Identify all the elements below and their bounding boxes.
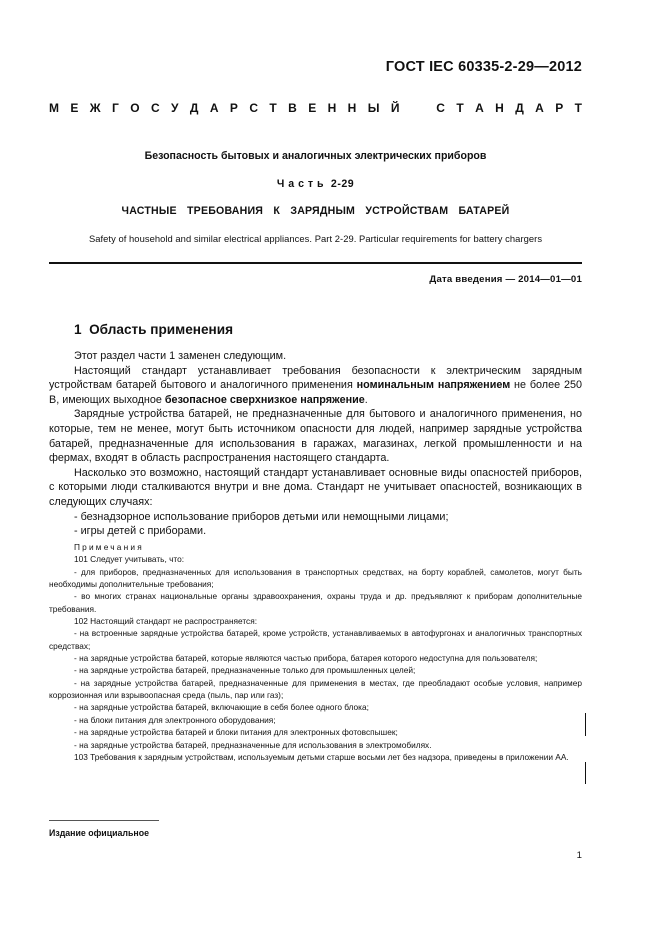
list-item: - безнадзорное использование приборов детьми или немощными лицами; [74, 510, 449, 523]
banner-letter: С [249, 101, 258, 115]
banner-letter: Г [112, 101, 119, 115]
note-item: - на зарядные устройства батарей, предназначенные только для промышленных целей; [74, 665, 416, 676]
banner-letter: А [475, 101, 484, 115]
banner-letter: Н [347, 101, 357, 115]
paragraph: Этот раздел части 1 заменен следующим. [74, 350, 287, 362]
section-heading: 1 Область применения [74, 322, 234, 337]
note-item: - на зарядные устройства батарей, которые являются частью прибора, батарея которого недоступна для пользователя; [74, 653, 538, 664]
banner-letter: Т [574, 101, 582, 115]
paragraph-text: не более 250 В, имеющих выходное [49, 379, 582, 406]
section-body [49, 349, 582, 539]
change-marker [585, 713, 586, 736]
banner-letter: Д [189, 101, 199, 115]
specific-title: ЧАСТНЫЕ ТРЕБОВАНИЯ К ЗАРЯДНЫМ УСТРОЙСТВАМ БАТАРЕЙ [121, 205, 510, 217]
note-item: 102 Настоящий стандарт не распространяется: [74, 616, 258, 627]
note-item: 103 Требования к зарядным устройствам, используемым детьми старше восьми лет без надзора, приведены в приложении АА. [74, 751, 569, 762]
standard-id: ГОСТ IEC 60335-2-29—2012 [385, 59, 582, 75]
banner-letter: А [209, 101, 219, 115]
paragraph: Насколько это возможно, настоящий стандарт устанавливает основные виды опасностей приборов, с которыми люди сталкиваются внутри и вне дома. Стандарт не учитывает опасностей, возникающих в следующих случаях: [49, 466, 582, 508]
part-label: Ч а с т ь 2-29 [276, 178, 355, 190]
note-item: - на зарядные устройства батарей, включающие в себя более одного блока; [74, 702, 369, 713]
banner-word-gap [411, 101, 425, 115]
banner-letter: Р [555, 101, 564, 115]
banner-letter: Т [269, 101, 277, 115]
list-item: - игры детей с приборами. [74, 525, 207, 538]
banner-letter: Р [229, 101, 238, 115]
note-item: - на блоки питания для электронного оборудования; [74, 714, 276, 725]
banner-letter: Н [327, 101, 337, 115]
banner-letter: С [436, 101, 445, 115]
banner-letter: О [130, 101, 140, 115]
banner-letter: С [150, 101, 160, 115]
page-number: 1 [576, 850, 582, 861]
footer-divider [49, 820, 159, 821]
defined-term: номинальным напряжением [356, 379, 511, 392]
defined-term: безопасное сверхнизкое напряжение [164, 393, 365, 406]
change-marker [585, 762, 586, 784]
banner-letter: Д [515, 101, 524, 115]
english-title: Safety of household and similar electrical appliances. Part 2-29. Particular requirements for battery chargers [88, 233, 543, 244]
paragraph [49, 364, 582, 408]
banner-letter: В [288, 101, 297, 115]
paragraph-text: . [364, 393, 368, 406]
paragraph-text: Настоящий стандарт устанавливает требования безопасности к электрическим зарядным устройствам батарей бытового и аналогичного применения [49, 364, 582, 392]
document-title: Безопасность бытовых и аналогичных электрических приборов [144, 150, 487, 162]
banner-letter: Т [456, 101, 464, 115]
note-item: - для приборов, предназначенных для использования в транспортных средствах, на борту кораблей, самолетов, могут быть необходимы дополнительные требования; [49, 566, 582, 590]
banner-letter: Е [70, 101, 79, 115]
banner-letter: У [171, 101, 179, 115]
note-item: - на зарядные устройства батарей, предназначенные для использования в электромобилях. [74, 739, 432, 750]
notes-block [49, 541, 582, 763]
note-item: - на зарядные устройства батарей, предназначенные для применения в местах, где преобладают особые условия, например коррозионная или взрывоопасная среда (пыль, пар или газ); [49, 677, 582, 701]
title-divider [49, 262, 582, 264]
introduction-date: Дата введения — 2014—01—01 [429, 274, 582, 285]
banner-letter: Н [495, 101, 504, 115]
banner-letter: М [49, 101, 59, 115]
banner-letter: Ж [89, 101, 101, 115]
notes-heading: Примечания [74, 542, 144, 552]
note-item: - на встроенные зарядные устройства батарей, кроме устройств, устанавливаемых в автофургонах и аналогичных транспортных средствах; [49, 628, 582, 651]
edition-label: Издание официальное [49, 828, 149, 838]
banner-letter: А [535, 101, 544, 115]
note-item: - на зарядные устройства батарей и блоки питания для электронных фотовспышек; [74, 727, 398, 738]
banner-letter: Е [308, 101, 317, 115]
interstate-standard-banner [49, 101, 582, 115]
note-item: 101 Следует учитывать, что: [74, 554, 185, 565]
note-item: - во многих странах национальные органы здравоохранения, охраны труда и др. предъявляют к приборам дополнительные требования. [49, 591, 582, 614]
banner-letter: Ы [367, 101, 380, 115]
paragraph: Зарядные устройства батарей, не предназначенные для бытового и аналогичного применения, но которые, тем не менее, могут быть источником опасности для людей, например зарядные устройства батарей, предназначенные для использования в гаражах, магазинах, легкой промышленности и на фермах, входят в область распространения настоящего стандарта. [49, 408, 582, 465]
banner-letter: Й [390, 101, 400, 115]
